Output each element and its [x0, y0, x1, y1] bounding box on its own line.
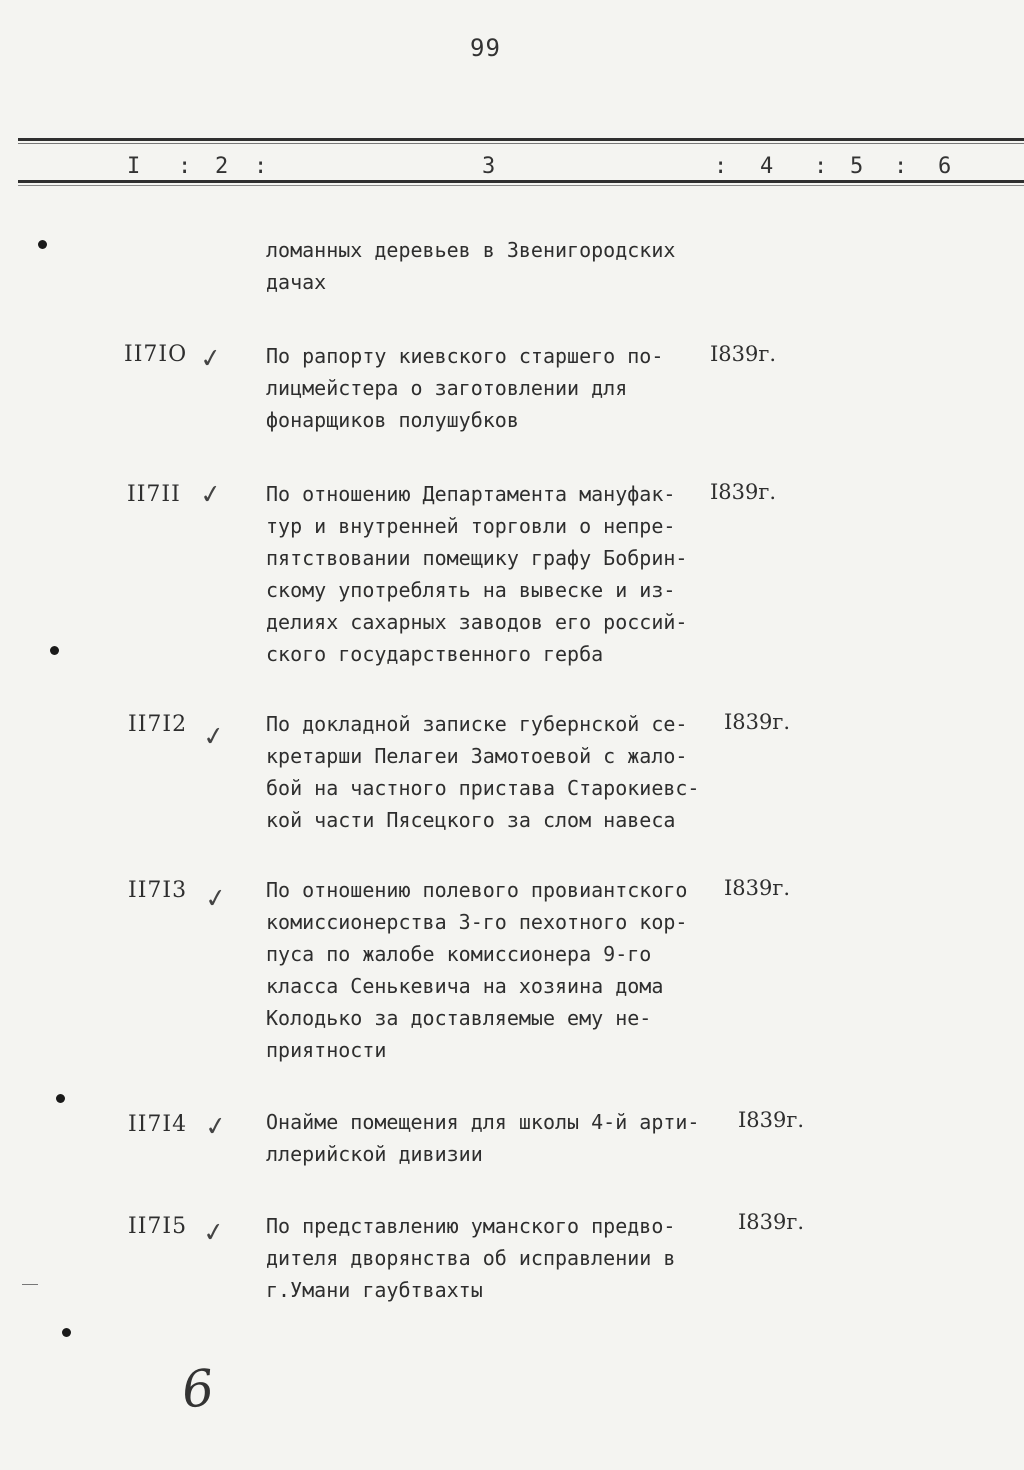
- entry-text-line: По отношению полевого провиантского: [266, 878, 688, 902]
- entry-text-line: пуса по жалобе комиссионера 9-го: [266, 942, 652, 966]
- entry-date: I839г.: [710, 342, 777, 366]
- margin-mark: [22, 1284, 38, 1285]
- entry-text-line: фонарщиков полушубков: [266, 408, 519, 432]
- column-separator: :: [178, 154, 192, 179]
- entry-number: II7IO: [124, 342, 188, 367]
- entry-number: II7I5: [128, 1214, 188, 1239]
- entry-text-line: ского государственного герба: [266, 642, 604, 666]
- column-header-4: 4: [760, 154, 774, 179]
- entry-text-line: дителя дворянства об исправлении в: [266, 1246, 676, 1270]
- entry-date: I839г.: [738, 1108, 805, 1132]
- entry-text-line: г.Умани гаубтвахты: [266, 1278, 483, 1302]
- handwritten-note: 6: [179, 1358, 217, 1420]
- entry-text-line: тур и внутренней торговли о непре-: [266, 514, 676, 538]
- header-rule-bottom-thin: [18, 185, 1024, 186]
- entry-date: I839г.: [724, 876, 791, 900]
- entry-text-line: класса Сенькевича на хозяина дома: [266, 974, 664, 998]
- entry-text-line: ллерийской дивизии: [266, 1142, 483, 1166]
- entry-text-line: делиях сахарных заводов его россий-: [266, 610, 688, 634]
- entry-text-line: Онайме помещения для школы 4-й арти-: [266, 1110, 700, 1134]
- continuation-line: ломанных деревьев в Звенигородских: [266, 238, 676, 262]
- page-number: 99: [470, 34, 501, 62]
- entry-text-line: кретарши Пелагеи Замотоевой с жало-: [266, 744, 688, 768]
- column-header-2: 2: [215, 154, 229, 179]
- column-separator: :: [814, 154, 828, 179]
- entry-text-line: пятствовании помещику графу Бобрин-: [266, 546, 688, 570]
- entry-number: II7II: [127, 482, 181, 507]
- column-header-5: 5: [850, 154, 864, 179]
- punch-hole: [56, 1094, 65, 1103]
- punch-hole: [62, 1328, 71, 1337]
- entry-text-line: По рапорту киевского старшего по-: [266, 344, 664, 368]
- column-header-6: 6: [938, 154, 952, 179]
- entry-text-line: По докладной записке губернской се-: [266, 712, 688, 736]
- entry-number: II7I4: [128, 1112, 188, 1137]
- entry-date: I839г.: [710, 480, 777, 504]
- entry-text-line: Колодько за доставляемые ему не-: [266, 1006, 652, 1030]
- column-header-3: 3: [482, 154, 496, 179]
- checkmark-icon: ✓: [201, 720, 227, 754]
- checkmark-icon: ✓: [203, 882, 229, 916]
- entry-date: I839г.: [738, 1210, 805, 1234]
- continuation-line: дачах: [266, 270, 327, 294]
- header-rule-bottom: [18, 180, 1024, 183]
- column-separator: :: [714, 154, 728, 179]
- entry-text-line: бой на частного пристава Старокиевс-: [266, 776, 700, 800]
- entry-date: I839г.: [724, 710, 791, 734]
- entry-number: II7I3: [128, 878, 188, 903]
- checkmark-icon: ✓: [203, 1110, 229, 1144]
- entry-text-line: По отношению Департамента мануфак-: [266, 482, 676, 506]
- punch-hole: [50, 646, 59, 655]
- entry-text-line: скому употреблять на вывеске и из-: [266, 578, 676, 602]
- entry-text-line: По представлению уманского предво-: [266, 1214, 676, 1238]
- entry-text-line: лицмейстера о заготовлении для: [266, 376, 628, 400]
- checkmark-icon: ✓: [198, 478, 224, 512]
- checkmark-icon: ✓: [198, 342, 224, 376]
- header-rule-top-thin: [18, 143, 1024, 144]
- header-rule-top: [18, 138, 1024, 141]
- column-header-1: I: [127, 154, 141, 179]
- entry-text-line: комиссионерства 3-го пехотного кор-: [266, 910, 688, 934]
- entry-number: II7I2: [128, 712, 188, 737]
- entry-text-line: приятности: [266, 1038, 387, 1062]
- punch-hole: [38, 240, 47, 249]
- column-separator: :: [254, 154, 268, 179]
- column-separator: :: [894, 154, 908, 179]
- entry-text-line: кой части Пясецкого за слом навеса: [266, 808, 676, 832]
- checkmark-icon: ✓: [201, 1216, 227, 1250]
